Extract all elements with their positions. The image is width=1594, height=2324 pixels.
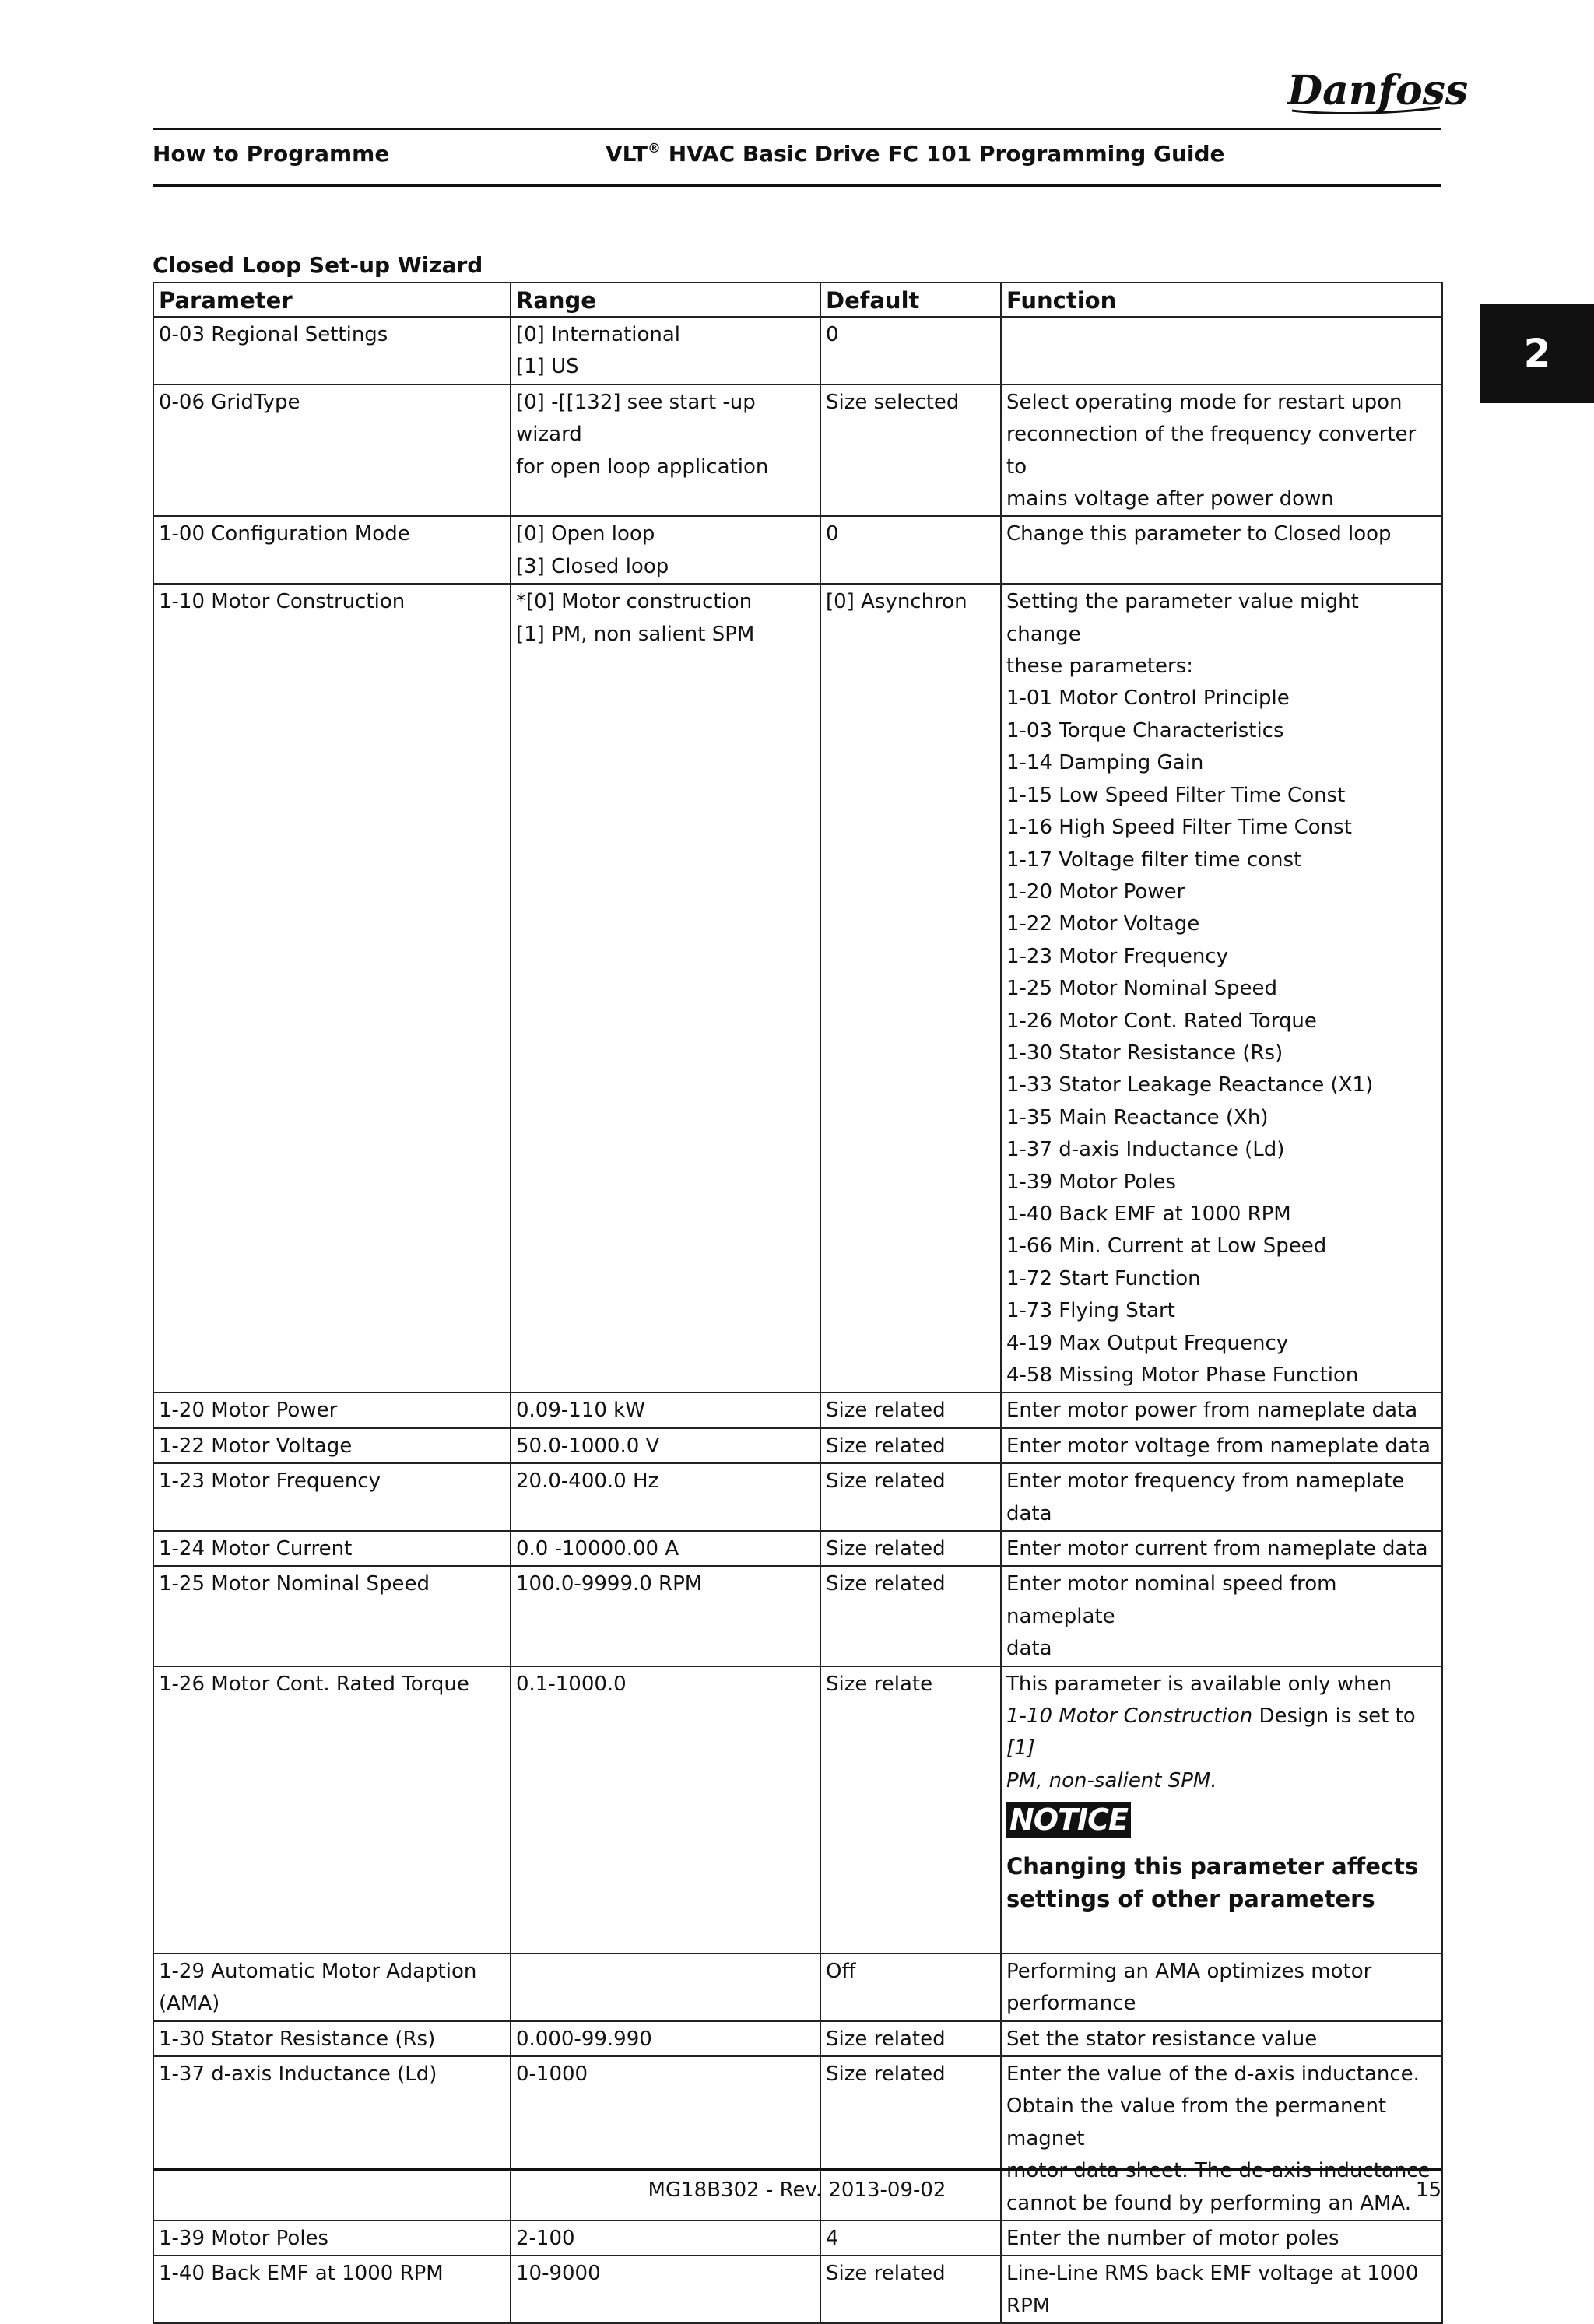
table-row [153,1666,1442,1954]
cell-line: [0] -[[132] see start -up wizard [516,390,756,447]
cell-line: 1-03 Torque Characteristics [1006,718,1284,742]
cell-parameter [153,2021,511,2056]
cell-range [511,2220,820,2256]
cell-line: 1-16 High Speed Filter Time Const [1006,816,1352,840]
cell-range [511,584,820,1392]
cell-line: Size related [826,1537,946,1561]
cell-parameter [153,1531,511,1566]
cell-line: 1-25 Motor Nominal Speed [159,1572,430,1596]
cell-function [1001,584,1442,1392]
cell-range [511,516,820,584]
cell-function [1001,2220,1442,2256]
section-title: Closed Loop Set-up Wizard [153,252,483,278]
table-row [153,2256,1442,2323]
cell-line: 1-26 Motor Cont. Rated Torque [1006,1009,1317,1033]
cell-line: data [1006,1637,1052,1661]
cell-function [1001,1566,1442,1666]
cell-range [511,1463,820,1531]
table-row [153,1531,1442,1566]
cell-line: 0 [826,323,839,346]
cell-line: 1-23 Motor Frequency [159,1469,381,1494]
cell-function [1001,1463,1442,1531]
cell-line: 0.1-1000.0 [516,1672,627,1696]
cell-line: Obtain the value from the permanent magnet [1006,2094,1387,2150]
cell-function [1001,516,1442,584]
cell-line: 1-23 Motor Frequency [1006,944,1228,968]
cell-parameter [153,317,511,384]
cell-line: Size relate [826,1672,933,1696]
cell-line: [3] Closed loop [516,554,669,578]
notice-text: Changing this parameter affects settings of other parameters [1006,1852,1419,1912]
cell-line: Enter motor voltage from nameplate data [1006,1434,1431,1458]
cell-parameter [153,1954,511,2021]
cell-parameter [153,2256,511,2323]
cell-line: performance [1006,1992,1136,2016]
cell-line: Enter motor nominal speed from nameplate [1006,1572,1337,1628]
cell-line: 0.09-110 kW [516,1399,645,1423]
cell-line: [0] International [516,323,681,346]
cell-range [511,1392,820,1427]
cell-range [511,1531,820,1566]
chapter-tab: 2 [1480,304,1594,403]
svg-text:Danfoss: Danfoss [1287,67,1469,114]
cell-line [1006,319,1437,351]
cell-line: 1-15 Low Speed Filter Time Const [1006,783,1346,807]
cell-line: these parameters: [1006,655,1194,679]
cell-line: Enter the value of the d-axis inductance. [1006,2062,1420,2086]
cell-parameter [153,584,511,1392]
cell-line: 1-39 Motor Poles [159,2226,329,2250]
column-header-function: Function [1001,283,1442,317]
cell-line: Enter the number of motor poles [1006,2226,1339,2250]
cell-line: Performing an AMA optimizes motor [1006,1959,1372,1983]
cell-line: 1-35 Main Reactance (Xh) [1006,1105,1269,1129]
cell-line: Line-Line RMS back EMF voltage at 1000 RPM [1006,2262,1419,2318]
cell-line: 1-17 Voltage filter time const [1006,848,1302,872]
cell-line: 1-40 Back EMF at 1000 RPM [1006,1202,1291,1226]
cell-line: 1-39 Motor Poles [1006,1170,1177,1194]
cell-line: 1-24 Motor Current [159,1537,353,1561]
cell-default [820,1666,1001,1954]
cell-parameter [153,384,511,517]
table-row [153,2021,1442,2056]
cell-text: Design is set to [1252,1704,1416,1729]
table-row [153,1392,1442,1427]
cell-line [1006,1701,1437,1765]
cell-default [820,584,1001,1392]
cell-default [820,317,1001,384]
cell-line: 0-06 GridType [159,390,300,414]
parameter-reference: 1-10 Motor Construction [1006,1704,1253,1729]
cell-line: Size related [826,1469,946,1494]
cell-line: 0.000-99.990 [516,2027,652,2051]
cell-line: Size selected [826,390,960,414]
table-row [153,384,1442,517]
cell-line: cannot be found by performing an AMA. [1006,2191,1412,2215]
cell-function [1001,1666,1442,1954]
cell-parameter [153,1463,511,1531]
cell-line: Size related [826,2262,946,2286]
cell-line: Change this parameter to Closed loop [1006,522,1392,546]
cell-line: Enter motor power from nameplate data [1006,1399,1418,1423]
cell-line: 1-14 Damping Gain [1006,751,1204,775]
cell-line: Select operating mode for restart upon [1006,390,1403,414]
cell-line: 1-22 Motor Voltage [1006,912,1200,936]
danfoss-logo [1284,62,1469,118]
cell-line: 1-33 Stator Leakage Reactance (X1) [1006,1073,1374,1097]
cell-line: Size related [826,1434,946,1458]
cell-line: [0] Open loop [516,522,655,546]
cell-default [820,2021,1001,2056]
cell-line: 2-100 [516,2226,575,2250]
page-number: 15 [1415,2178,1441,2202]
cell-parameter [153,1566,511,1666]
cell-line: Off [826,1959,856,1983]
cell-function [1001,1428,1442,1463]
cell-line: 1-20 Motor Power [1006,879,1185,904]
column-header-parameter: Parameter [153,283,511,317]
cell-line: mains voltage after power down [1006,487,1334,511]
cell-function [1001,1531,1442,1566]
cell-parameter [153,1428,511,1463]
cell-line: 1-00 Configuration Mode [159,522,410,546]
document-title: VLT® HVAC Basic Drive FC 101 Programming Guide [606,141,1225,167]
cell-parameter [153,516,511,584]
section-name: How to Programme [153,141,390,167]
cell-line: (AMA) [159,1992,220,2016]
cell-function [1001,1954,1442,2021]
cell-parameter [153,2220,511,2256]
cell-line: 1-22 Motor Voltage [159,1434,353,1458]
cell-line: 1-30 Stator Resistance (Rs) [1006,1041,1283,1065]
option-reference: [1] [1006,1736,1035,1761]
column-header-range: Range [511,283,820,317]
table-row [153,1428,1442,1463]
cell-parameter [153,1666,511,1954]
cell-line: Size related [826,1399,946,1423]
cell-line: Enter motor frequency from nameplate data [1006,1469,1405,1525]
danfoss-logo-mark [1284,62,1469,118]
closed-loop-wizard-table [153,282,1443,2324]
cell-function [1001,2021,1442,2056]
cell-function [1001,2256,1442,2323]
cell-line: [1] PM, non salient SPM [516,622,755,646]
cell-line: 100.0-9999.0 RPM [516,1572,703,1596]
cell-line: 1-66 Min. Current at Low Speed [1006,1234,1327,1259]
cell-line: Enter motor current from nameplate data [1006,1537,1428,1561]
cell-line: 1-73 Flying Start [1006,1299,1175,1323]
cell-range [511,1428,820,1463]
cell-default [820,2220,1001,2256]
cell-line: 1-25 Motor Nominal Speed [1006,977,1277,1001]
cell-line: 1-40 Back EMF at 1000 RPM [159,2262,444,2286]
cell-line: 0-03 Regional Settings [159,323,388,346]
cell-parameter [153,1392,511,1427]
cell-line: 1-30 Stator Resistance (Rs) [159,2027,436,2051]
cell-line: 1-72 Start Function [1006,1266,1201,1290]
cell-default [820,384,1001,517]
cell-line: 4-19 Max Output Frequency [1006,1331,1289,1355]
table-row [153,1463,1442,1531]
cell-function [1001,384,1442,517]
cell-range [511,317,820,384]
cell-default [820,1392,1001,1427]
cell-line: 1-37 d-axis Inductance (Ld) [1006,1138,1285,1162]
cell-line: 1-29 Automatic Motor Adaption [159,1959,477,1983]
cell-default [820,1463,1001,1531]
cell-default [820,2256,1001,2323]
cell-function [1001,317,1442,384]
cell-line: 1-10 Motor Construction [159,590,406,614]
cell-line: Setting the parameter value might change [1006,590,1359,646]
cell-line [516,1956,815,1988]
cell-line: reconnection of the frequency converter to [1006,423,1417,479]
cell-default [820,1566,1001,1666]
notice-badge: NOTICE [1006,1802,1131,1838]
column-header-default: Default [820,283,1001,317]
cell-default [820,1954,1001,2021]
cell-default [820,516,1001,584]
cell-line: [1] US [516,355,579,379]
cell-line: 4-58 Missing Motor Phase Function [1006,1364,1359,1387]
cell-line: Size related [826,1572,946,1596]
table-row [153,584,1442,1392]
cell-line: 0 [826,522,839,546]
cell-line: Set the stator resistance value [1006,2027,1318,2051]
page-header [153,128,1441,187]
cell-line: [0] Asynchron [826,590,967,614]
cell-line: 0.0 -10000.00 A [516,1537,679,1561]
cell-line: 0-1000 [516,2062,588,2086]
cell-line: for open loop application [516,455,769,479]
cell-range [511,384,820,517]
cell-line: 1-20 Motor Power [159,1399,338,1423]
cell-line: 50.0-1000.0 V [516,1434,660,1458]
cell-range [511,1666,820,1954]
table-row [153,2220,1442,2256]
cell-line: 20.0-400.0 Hz [516,1469,659,1494]
cell-line: motor data sheet. The de-axis inductance [1006,2159,1431,2183]
cell-line: 1-01 Motor Control Principle [1006,686,1290,711]
cell-default [820,1428,1001,1463]
table-header-row [153,283,1442,317]
cell-range [511,1566,820,1666]
cell-line: 10-9000 [516,2262,601,2286]
document-reference: MG18B302 - Rev. 2013-09-02 [648,2178,946,2202]
cell-line: *[0] Motor construction [516,590,753,614]
cell-line: This parameter is available only when [1006,1672,1392,1696]
cell-function [1001,1392,1442,1427]
table-row [153,1566,1442,1666]
cell-range [511,2021,820,2056]
cell-line: 4 [826,2226,839,2250]
cell-range [511,2256,820,2323]
cell-line: Size related [826,2027,946,2051]
cell-line: 1-26 Motor Cont. Rated Torque [159,1672,469,1696]
table-row [153,516,1442,584]
cell-range [511,1954,820,2021]
cell-line: Size related [826,2062,946,2086]
cell-line: PM, non-salient SPM. [1006,1768,1217,1792]
cell-line: 1-37 d-axis Inductance (Ld) [159,2062,437,2086]
page-footer [153,2168,1441,2217]
cell-default [820,1531,1001,1566]
table-row [153,1954,1442,2021]
table-row [153,317,1442,384]
